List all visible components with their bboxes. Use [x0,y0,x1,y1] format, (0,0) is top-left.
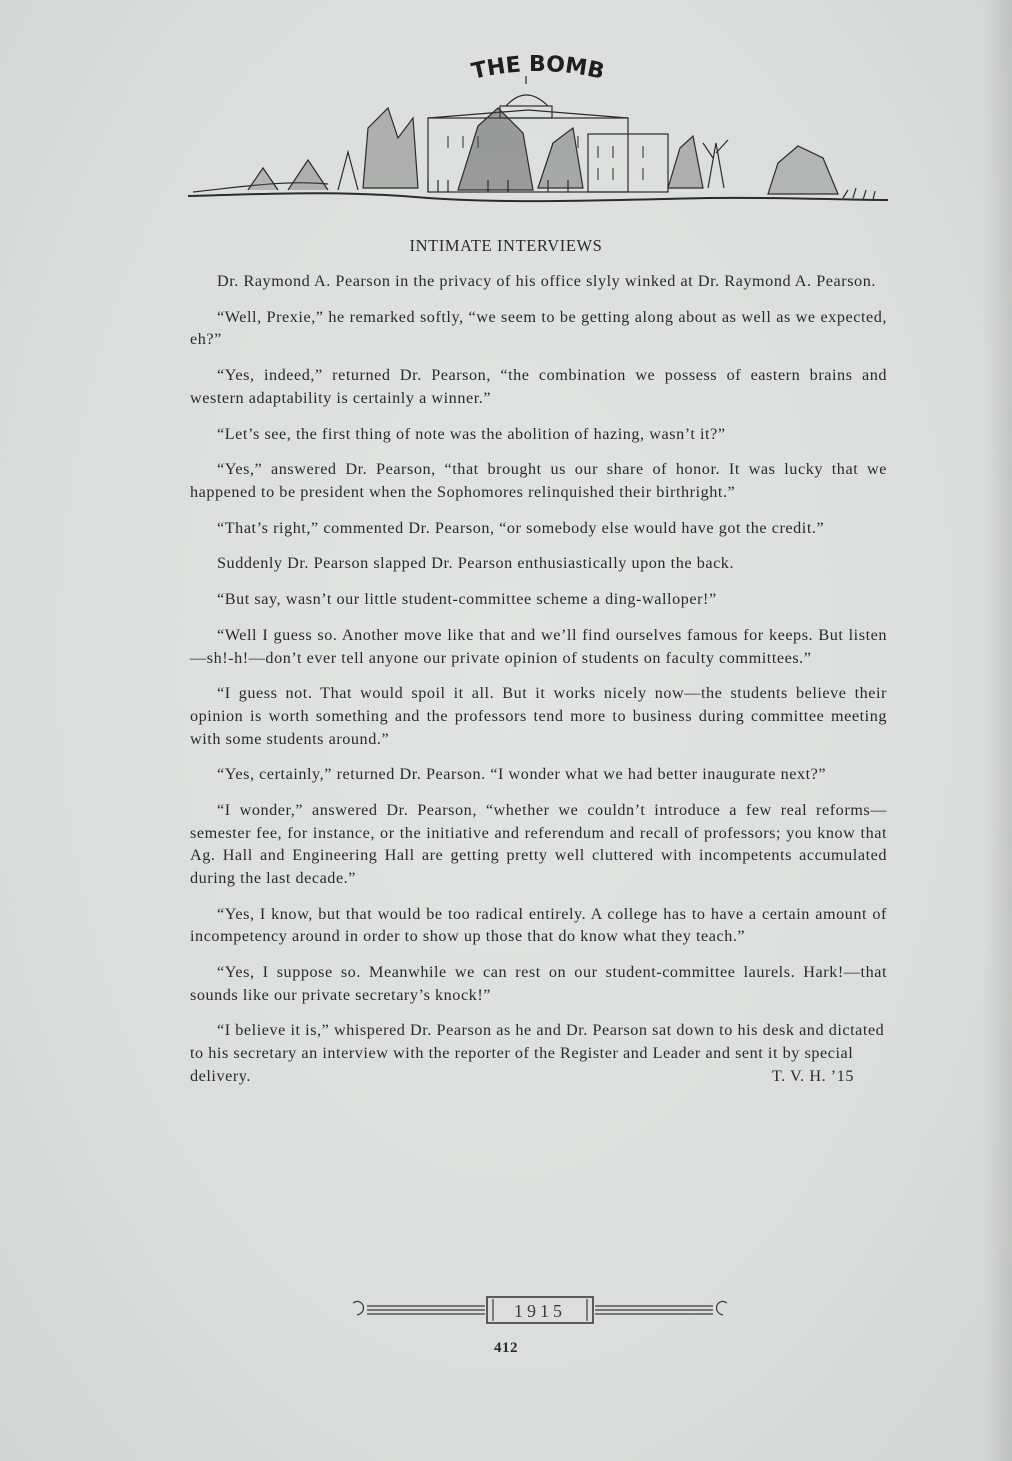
article-heading: INTIMATE INTERVIEWS [409,236,603,255]
paragraph: “I guess not. That would spoil it all. But it works nicely now—the students believe their opinion is worth something and the professors tend more to business during committee meeting with some students around.” [190,684,887,748]
final-paragraph-text: “I believe it is,” whispered Dr. Pearson as he and Dr. Pearson sat down to his desk and dictated to his secretary an interview with the reporter of the Register and Leader and sent it by special delivery. [190,1021,885,1085]
paragraph: “Yes, I suppose so. Meanwhile we can rest on our student-committee laurels. Hark!—that sounds like our private secretary’s knock!” [190,963,887,1004]
paragraph: “Yes, indeed,” returned Dr. Pearson, “the combination we possess of eastern brains and western adaptability is certainly a winner.” [190,366,887,407]
header-illustration [188,48,888,218]
page-number: 412 [494,1340,518,1356]
paragraph: “Well, Prexie,” he remarked softly, “we seem to be getting along about as well as we expected, eh?” [190,307,887,349]
scroll-right-icon [717,1301,727,1315]
footer-year: 1915 [514,1301,566,1321]
paragraph: “Yes, I know, but that would be too radical entirely. A college has to have a certain amount of incompetency around in order to show up those that do know what they teach.” [190,904,887,946]
article-body [190,270,887,1100]
paragraph: “Yes,” answered Dr. Pearson, “that brought us our share of honor. It was lucky that we happened to be president when the Sophomores relinquished their birthright.” [190,460,887,501]
footer-ornament [345,1295,735,1325]
page-edge-shadow [984,0,1012,1461]
paragraph: Dr. Raymond A. Pearson in the privacy of his office slyly winked at Dr. Raymond A. Pearson. [217,272,876,290]
final-paragraph [190,1019,887,1087]
header-title: THE BOMB [469,51,607,85]
paragraph: “But say, wasn’t our little student-committee scheme a ding-walloper!” [217,590,717,609]
paragraph: “Yes, certainly,” returned Dr. Pearson. “I wonder what we had better inaugurate next?” [217,765,827,784]
paragraph: “Let’s see, the first thing of note was the abolition of hazing, wasn’t it?” [217,424,726,443]
paragraph: “I wonder,” answered Dr. Pearson, “whether we couldn’t introduce a few real reforms—semester fee, for instance, or the initiative and referendum and recall of professors; you know that Ag. Hall and Engineering Hall are getting pretty well cluttered with incompetents accumulated during the last decade.” [190,801,887,887]
campus-building-icon [188,76,888,201]
paragraph: “Well I guess so. Another move like that and we’ll find ourselves famous for keeps. But listen—sh!-h!—don’t ever tell anyone our private opinion of students on faculty committees.” [190,626,887,667]
author-signature: T. V. H. ’15 [771,1066,854,1085]
scroll-left-icon [353,1301,363,1315]
paragraph: “That’s right,” commented Dr. Pearson, “or somebody else would have got the credit.” [217,518,825,537]
paragraph: Suddenly Dr. Pearson slapped Dr. Pearson enthusiastically upon the back. [217,554,735,573]
